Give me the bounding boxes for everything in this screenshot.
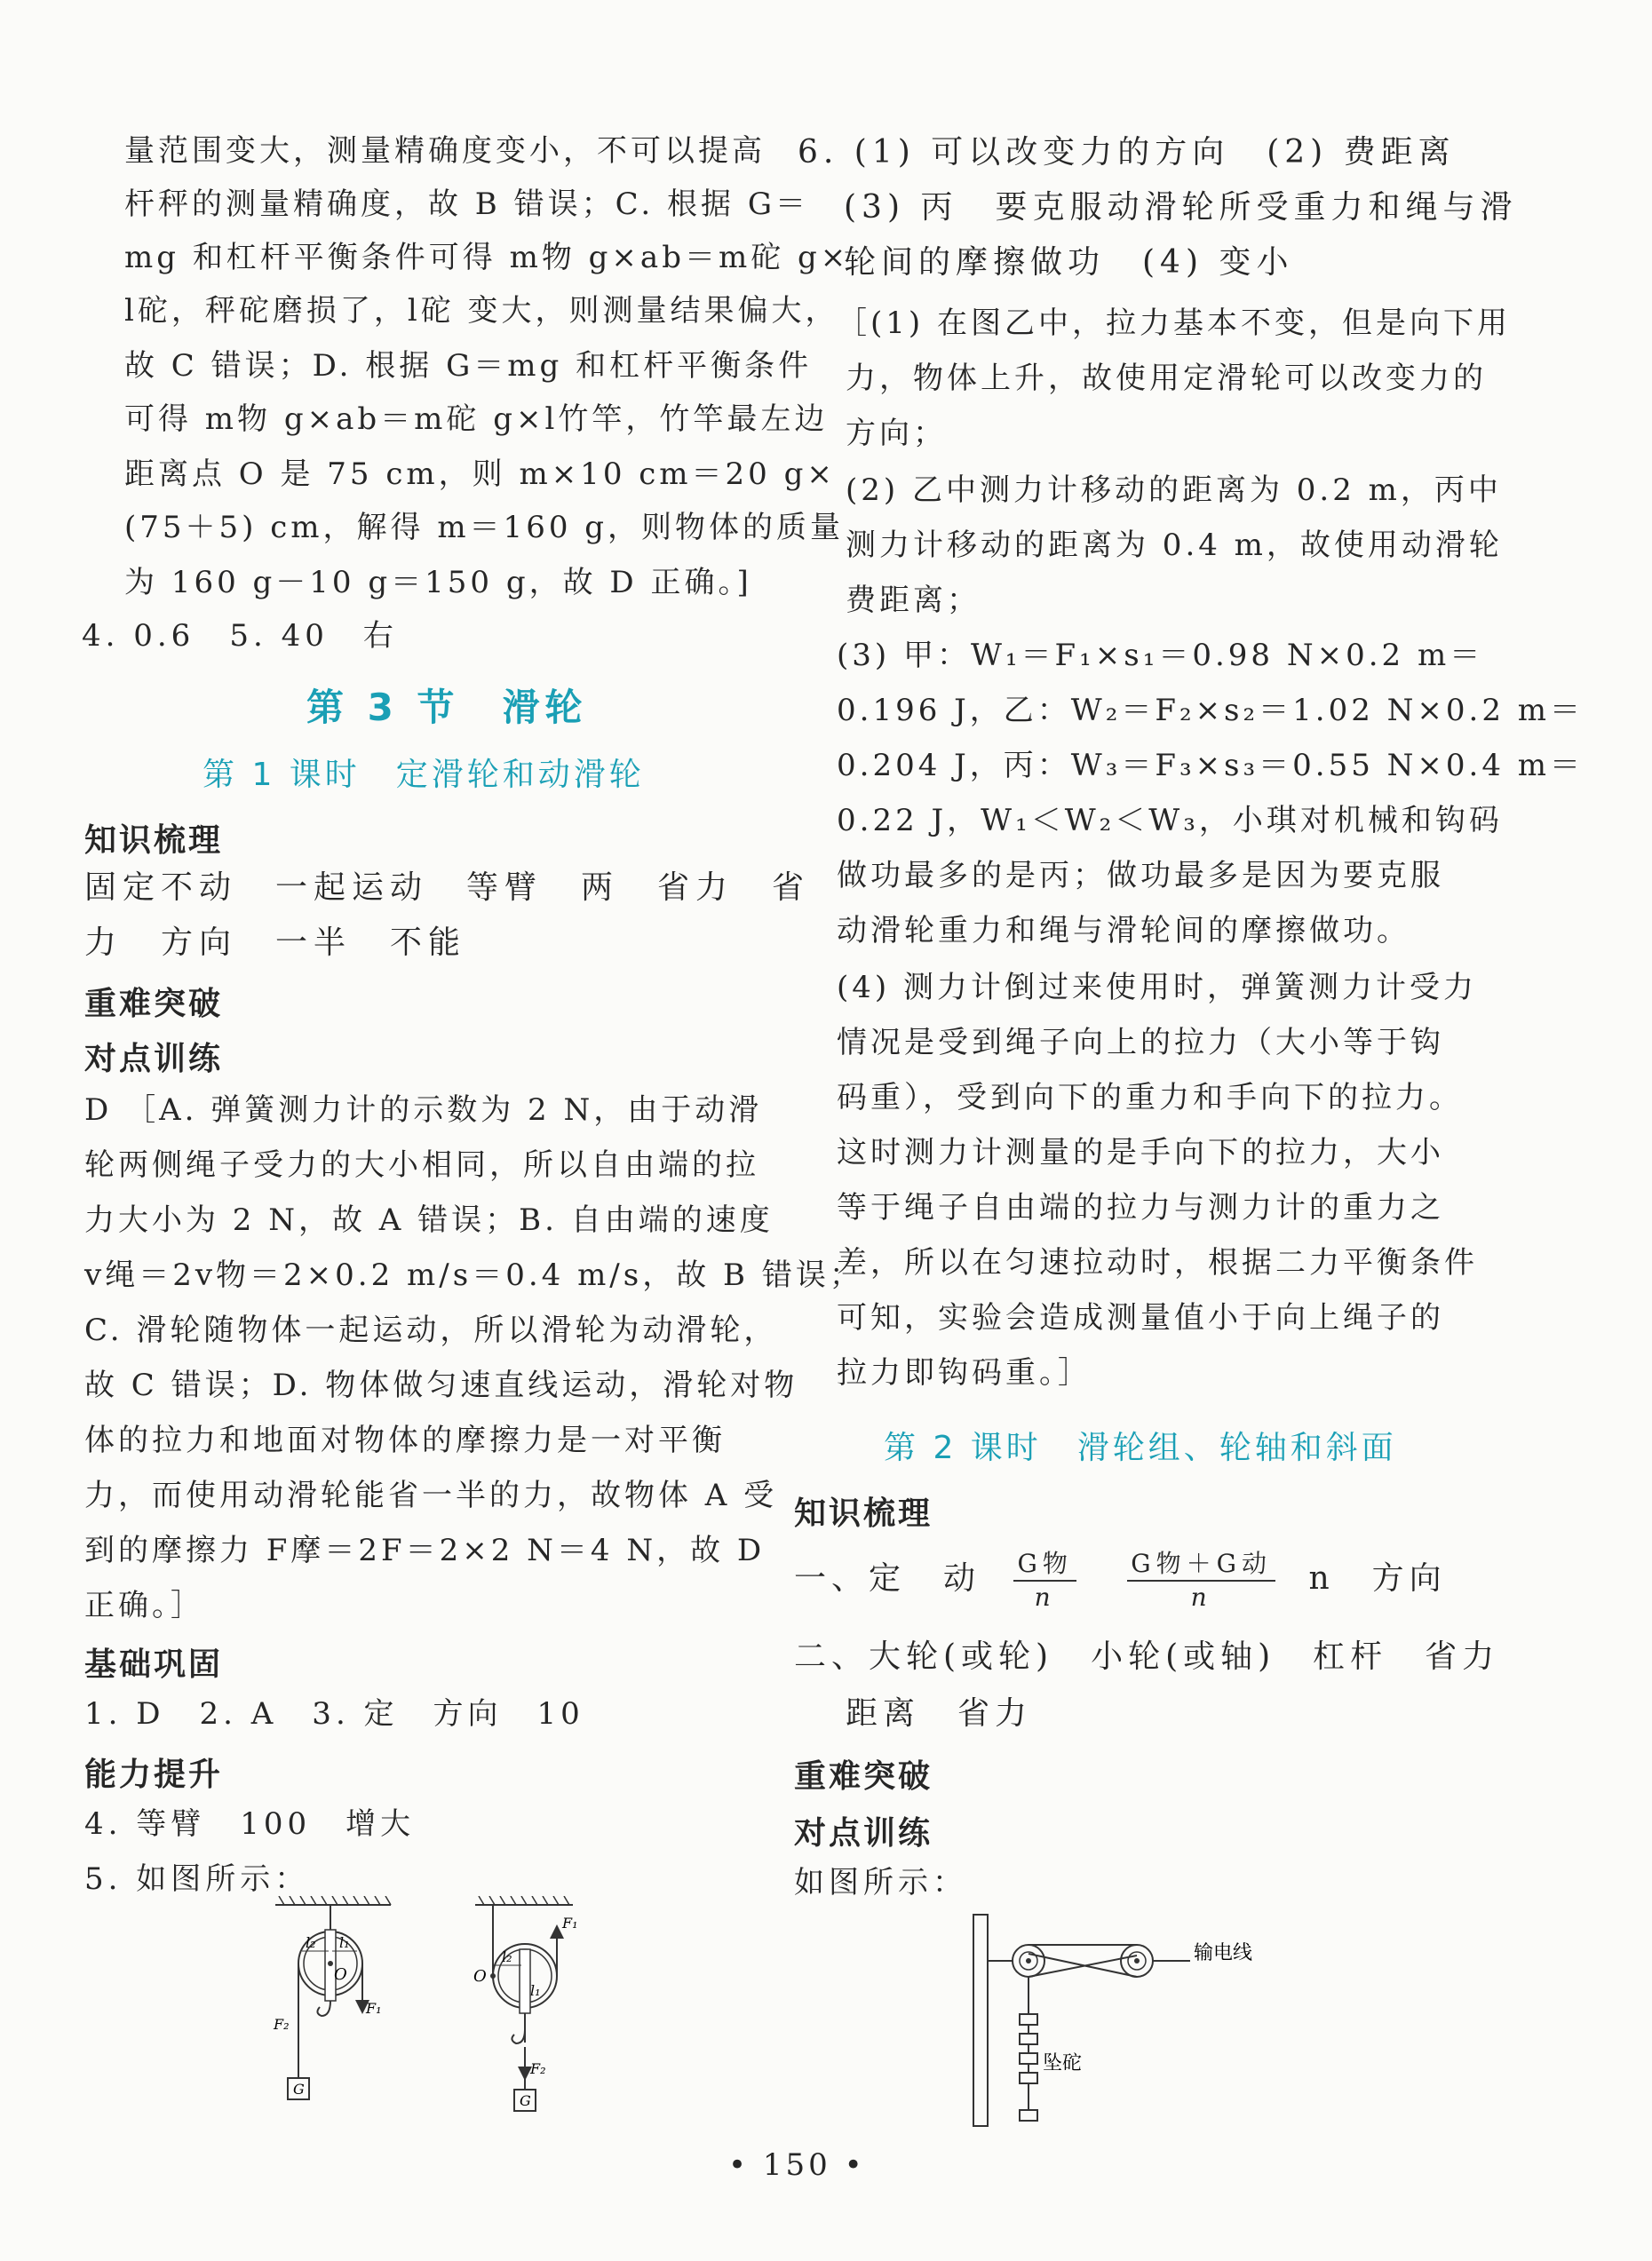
- k1-suffix: n 方向: [1308, 1560, 1447, 1597]
- left-text-line: mg 和杠杆平衡条件可得 m物 g×ab＝m砣 g×: [124, 240, 850, 275]
- explain-line: 0.204 J，丙：W₃＝F₃×s₃＝0.55 N×0.4 m＝: [837, 748, 1584, 783]
- label-f1: F₁: [366, 2000, 382, 2017]
- explain-line: 力，物体上升，故使用定滑轮可以改变力的: [846, 361, 1487, 396]
- fraction-2-denominator: n: [1190, 1583, 1212, 1612]
- label-weight: 坠砣: [1043, 2052, 1083, 2075]
- explain-line: 可知，实验会造成测量值小于向上绳子的: [837, 1300, 1444, 1336]
- explain-line: (2) 乙中测力计移动的距离为 0.2 m，丙中: [846, 472, 1502, 508]
- knowledge-line-2: 二、大轮(或轮) 小轮(或轴) 杠杆 省力: [794, 1638, 1500, 1675]
- left-text-line: 可得 m物 g×ab＝m砣 g×l竹竿，竹竿最左边: [124, 401, 829, 437]
- lesson1-title: 第 1 课时 定滑轮和动滑轮: [203, 757, 645, 793]
- label-o: O: [473, 1967, 487, 1986]
- ability-answer-4: 4. 等臂 100 增大: [84, 1806, 416, 1842]
- label-f1: F₁: [562, 1915, 578, 1932]
- fraction-1-numerator: G物: [1013, 1548, 1076, 1582]
- drill-line: 力，而使用动滑轮能省一半的力，故物体 A 受: [84, 1478, 778, 1513]
- heading-drill: 对点训练: [84, 1041, 224, 1077]
- section-title: 第 3 节 滑轮: [306, 686, 588, 729]
- explain-line: 0.196 J，乙：W₂＝F₂×s₂＝1.02 N×0.2 m＝: [837, 693, 1584, 728]
- explain-line: 0.22 J，W₁＜W₂＜W₃，小琪对机械和钩码: [837, 803, 1503, 838]
- heading-key: 重难突破: [84, 986, 224, 1022]
- label-l2: l₂: [502, 1948, 512, 1965]
- drill-text-2: 如图所示：: [794, 1865, 967, 1900]
- lesson2-title: 第 2 课时 滑轮组、轮轴和斜面: [884, 1430, 1397, 1466]
- left-text-line: 为 160 g－10 g＝150 g，故 D 正确。]: [124, 565, 752, 600]
- explain-line: 方向；: [846, 416, 947, 451]
- pulley-figure-fixed: [258, 1896, 417, 2127]
- heading-key-2: 重难突破: [794, 1758, 933, 1795]
- left-text-line: 距离点 O 是 75 cm，则 m×10 cm＝20 g×: [124, 456, 836, 492]
- heading-knowledge: 知识梳理: [84, 822, 224, 859]
- fraction-2-numerator: G物＋G动: [1127, 1548, 1275, 1582]
- label-g: G: [293, 2081, 305, 2098]
- explain-line: 费距离；: [846, 583, 981, 618]
- label-l1: l₁: [339, 1934, 350, 1951]
- drill-line: 轮两侧绳子受力的大小相同，所以自由端的拉: [84, 1147, 759, 1183]
- knowledge-line: 力 方向 一半 不能: [84, 924, 467, 961]
- explain-line: 等于绳子自由端的拉力与测力计的重力之: [837, 1190, 1444, 1226]
- fraction-1: [1013, 1548, 1076, 1614]
- pulley-figure-movable: [466, 1896, 626, 2127]
- drill-line: 故 C 错误；D. 物体做匀速直线运动，滑轮对物: [84, 1368, 798, 1403]
- heading-basic: 基础巩固: [84, 1646, 224, 1683]
- drill-line: C. 滑轮随物体一起运动，所以滑轮为动滑轮，: [84, 1313, 778, 1348]
- label-l1: l₁: [530, 1982, 541, 1999]
- explain-line: 这时测力计测量的是手向下的拉力，大小: [837, 1135, 1444, 1170]
- fraction-1-denominator: n: [1034, 1583, 1056, 1612]
- left-text-line: 杆秤的测量精确度，故 B 错误；C. 根据 G＝: [124, 186, 809, 222]
- label-power-line: 输电线: [1194, 1942, 1253, 1964]
- knowledge-line-1: [794, 1543, 1447, 1614]
- knowledge-line-3: 距离 省力: [846, 1695, 1033, 1732]
- heading-knowledge-2: 知识梳理: [794, 1495, 933, 1532]
- label-f2: F₂: [530, 2060, 546, 2077]
- q6-line: 6. (1) 可以改变力的方向 (2) 费距离: [798, 134, 1456, 171]
- fraction-2: [1127, 1548, 1275, 1614]
- drill-line: D ［A. 弹簧测力计的示数为 2 N，由于动滑: [84, 1092, 763, 1128]
- basic-answers: 1. D 2. A 3. 定 方向 10: [84, 1696, 584, 1732]
- drill-line: 力大小为 2 N，故 A 错误；B. 自由端的速度: [84, 1202, 774, 1238]
- drill-line: 体的拉力和地面对物体的摩擦力是一对平衡: [84, 1423, 726, 1458]
- q6-line: (3) 丙 要克服动滑轮所受重力和绳与滑: [844, 189, 1518, 226]
- explain-line: 动滑轮重力和绳与滑轮间的摩擦做功。: [837, 913, 1410, 948]
- q6-line: 轮间的摩擦做功 (4) 变小: [844, 244, 1294, 281]
- drill-line: 正确。］: [84, 1588, 204, 1623]
- ability-answer-5: 5. 如图所示：: [84, 1861, 310, 1897]
- explain-line: 差，所以在匀速拉动时，根据二力平衡条件: [837, 1245, 1478, 1281]
- label-l2: l₂: [306, 1934, 316, 1951]
- explain-line: 测力计移动的距离为 0.4 m，故使用动滑轮: [846, 528, 1503, 563]
- explain-line: 情况是受到绳子向上的拉力（大小等于钩: [837, 1025, 1444, 1060]
- drill-line: v绳＝2v物＝2×0.2 m/s＝0.4 m/s，故 B 错误；: [84, 1257, 863, 1293]
- left-text-line: 量范围变大，测量精确度变小，不可以提高: [124, 133, 766, 169]
- explain-line: (4) 测力计倒过来使用时，弹簧测力计受力: [837, 970, 1477, 1005]
- explain-line: (3) 甲：W₁＝F₁×s₁＝0.98 N×0.2 m＝: [837, 638, 1484, 673]
- tensioner-figure: [968, 1909, 1368, 2131]
- knowledge-line: 固定不动 一起运动 等臂 两 省力 省: [84, 869, 811, 906]
- left-text-line: (75＋5) cm，解得 m＝160 g，则物体的质量: [124, 510, 845, 545]
- answers-4-5: 4. 0.6 5. 40 右: [82, 618, 398, 654]
- explain-line: ［(1) 在图乙中，拉力基本不变，但是向下用: [837, 305, 1511, 341]
- left-text-line: 故 C 错误；D. 根据 G＝mg 和杠杆平衡条件: [124, 348, 813, 384]
- label-g: G: [520, 2092, 531, 2109]
- explain-line: 拉力即钩码重。］: [837, 1355, 1092, 1391]
- heading-ability: 能力提升: [84, 1757, 224, 1793]
- label-f2: F₂: [274, 2016, 290, 2033]
- heading-drill-2: 对点训练: [794, 1815, 933, 1852]
- page-number: • 150 •: [728, 2147, 866, 2183]
- explain-line: 码重），受到向下的重力和手向下的拉力。: [837, 1080, 1463, 1115]
- drill-line: 到的摩擦力 F摩＝2F＝2×2 N＝4 N，故 D: [84, 1533, 766, 1568]
- label-o: O: [334, 1965, 347, 1984]
- k1-prefix: 一、定 动: [794, 1560, 981, 1597]
- left-text-line: l砣，秤砣磨损了，l砣 变大，则测量结果偏大，: [124, 293, 839, 329]
- explain-line: 做功最多的是丙；做功最多是因为要克服: [837, 858, 1444, 893]
